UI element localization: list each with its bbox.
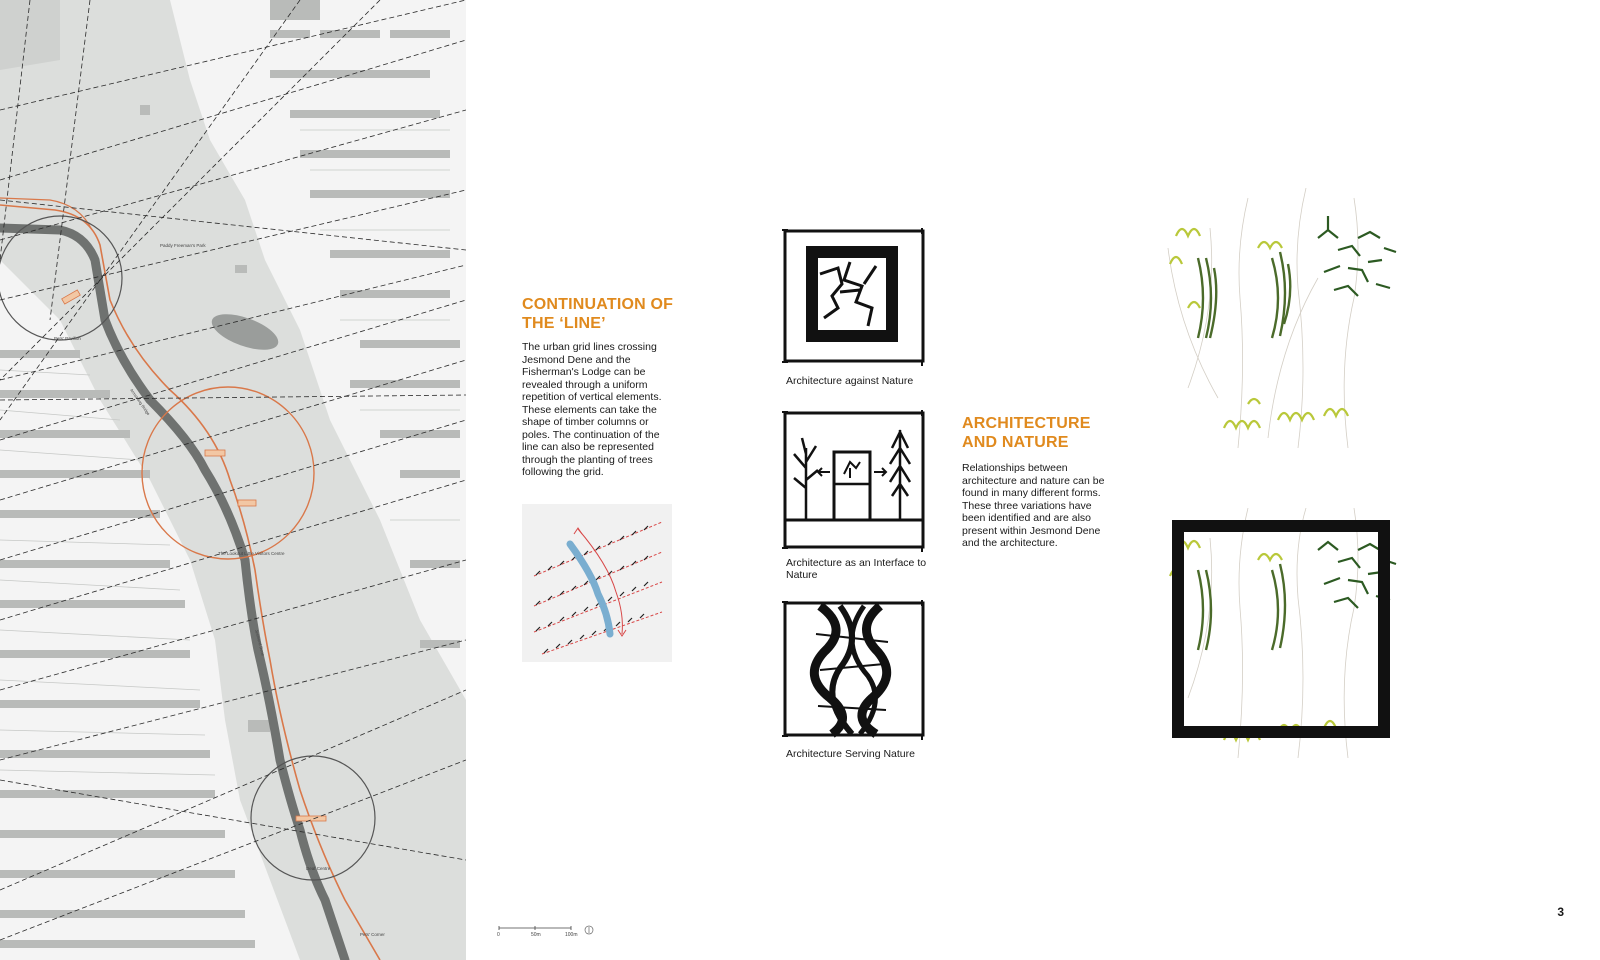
architecture-nature-section [962, 414, 1112, 550]
scale-label-100: 100m [565, 932, 578, 938]
caption-against-nature: Architecture against Nature [786, 375, 914, 387]
caption-interface-line2: Nature [786, 569, 818, 581]
map-label-park: Paddy Freeman's Park [160, 243, 206, 248]
north-arrow-icon [585, 926, 593, 934]
caption-serving-nature: Architecture Serving Nature [786, 748, 915, 760]
scale-bar [497, 924, 607, 950]
page-number: 3 [1557, 905, 1564, 919]
sketch-architecture-against-nature [780, 226, 930, 368]
continuation-heading-line2: THE ‘LINE’ [522, 315, 606, 332]
site-map [0, 0, 466, 960]
continuation-body: The urban grid lines crossing Jesmond Dene and the Fisherman's Lodge can be revealed through a uniform repetition of vertical elements. These elements can take the shape of timber columns or poles. The continuation of the line can also be represented through the planting of trees following the grid. [522, 341, 662, 478]
map-label-pets-corner: Pets' Corner [360, 932, 385, 937]
continuation-heading [522, 295, 682, 333]
map-label-dene: Jesmond Dene [254, 628, 266, 657]
tree-sketch-top [1148, 188, 1428, 458]
architecture-heading [962, 414, 1112, 452]
grid-line-diagram [522, 504, 672, 662]
architecture-heading-line2: AND NATURE [962, 434, 1069, 451]
map-label-bridge: Armstrong Bridge [129, 387, 152, 417]
continuation-section [522, 295, 682, 479]
architecture-heading-line1: ARCHITECTURE [962, 415, 1091, 432]
scale-label-0: 0 [497, 932, 500, 938]
map-label-pavilion: Pets' Pavilion [54, 336, 81, 341]
sketch-architecture-interface [780, 408, 930, 554]
scale-label-50: 50m [531, 932, 541, 938]
caption-interface-to-nature [786, 557, 926, 581]
sketch-architecture-serving-nature [780, 598, 930, 742]
continuation-heading-line1: CONTINUATION OF [522, 296, 674, 313]
architecture-body: Relationships between architecture and nature can be found in many different forms. These three variations have been identified and are also present within Jesmond Dene and the architecture. [962, 462, 1105, 549]
caption-interface-line1: Architecture as an Interface to [786, 557, 927, 569]
map-label-deaf-centre: Deaf Centre [306, 866, 331, 871]
tree-sketch-framed [1148, 508, 1428, 768]
map-label-visitors-centre: The Lookout Little Visitors Centre [218, 551, 285, 556]
